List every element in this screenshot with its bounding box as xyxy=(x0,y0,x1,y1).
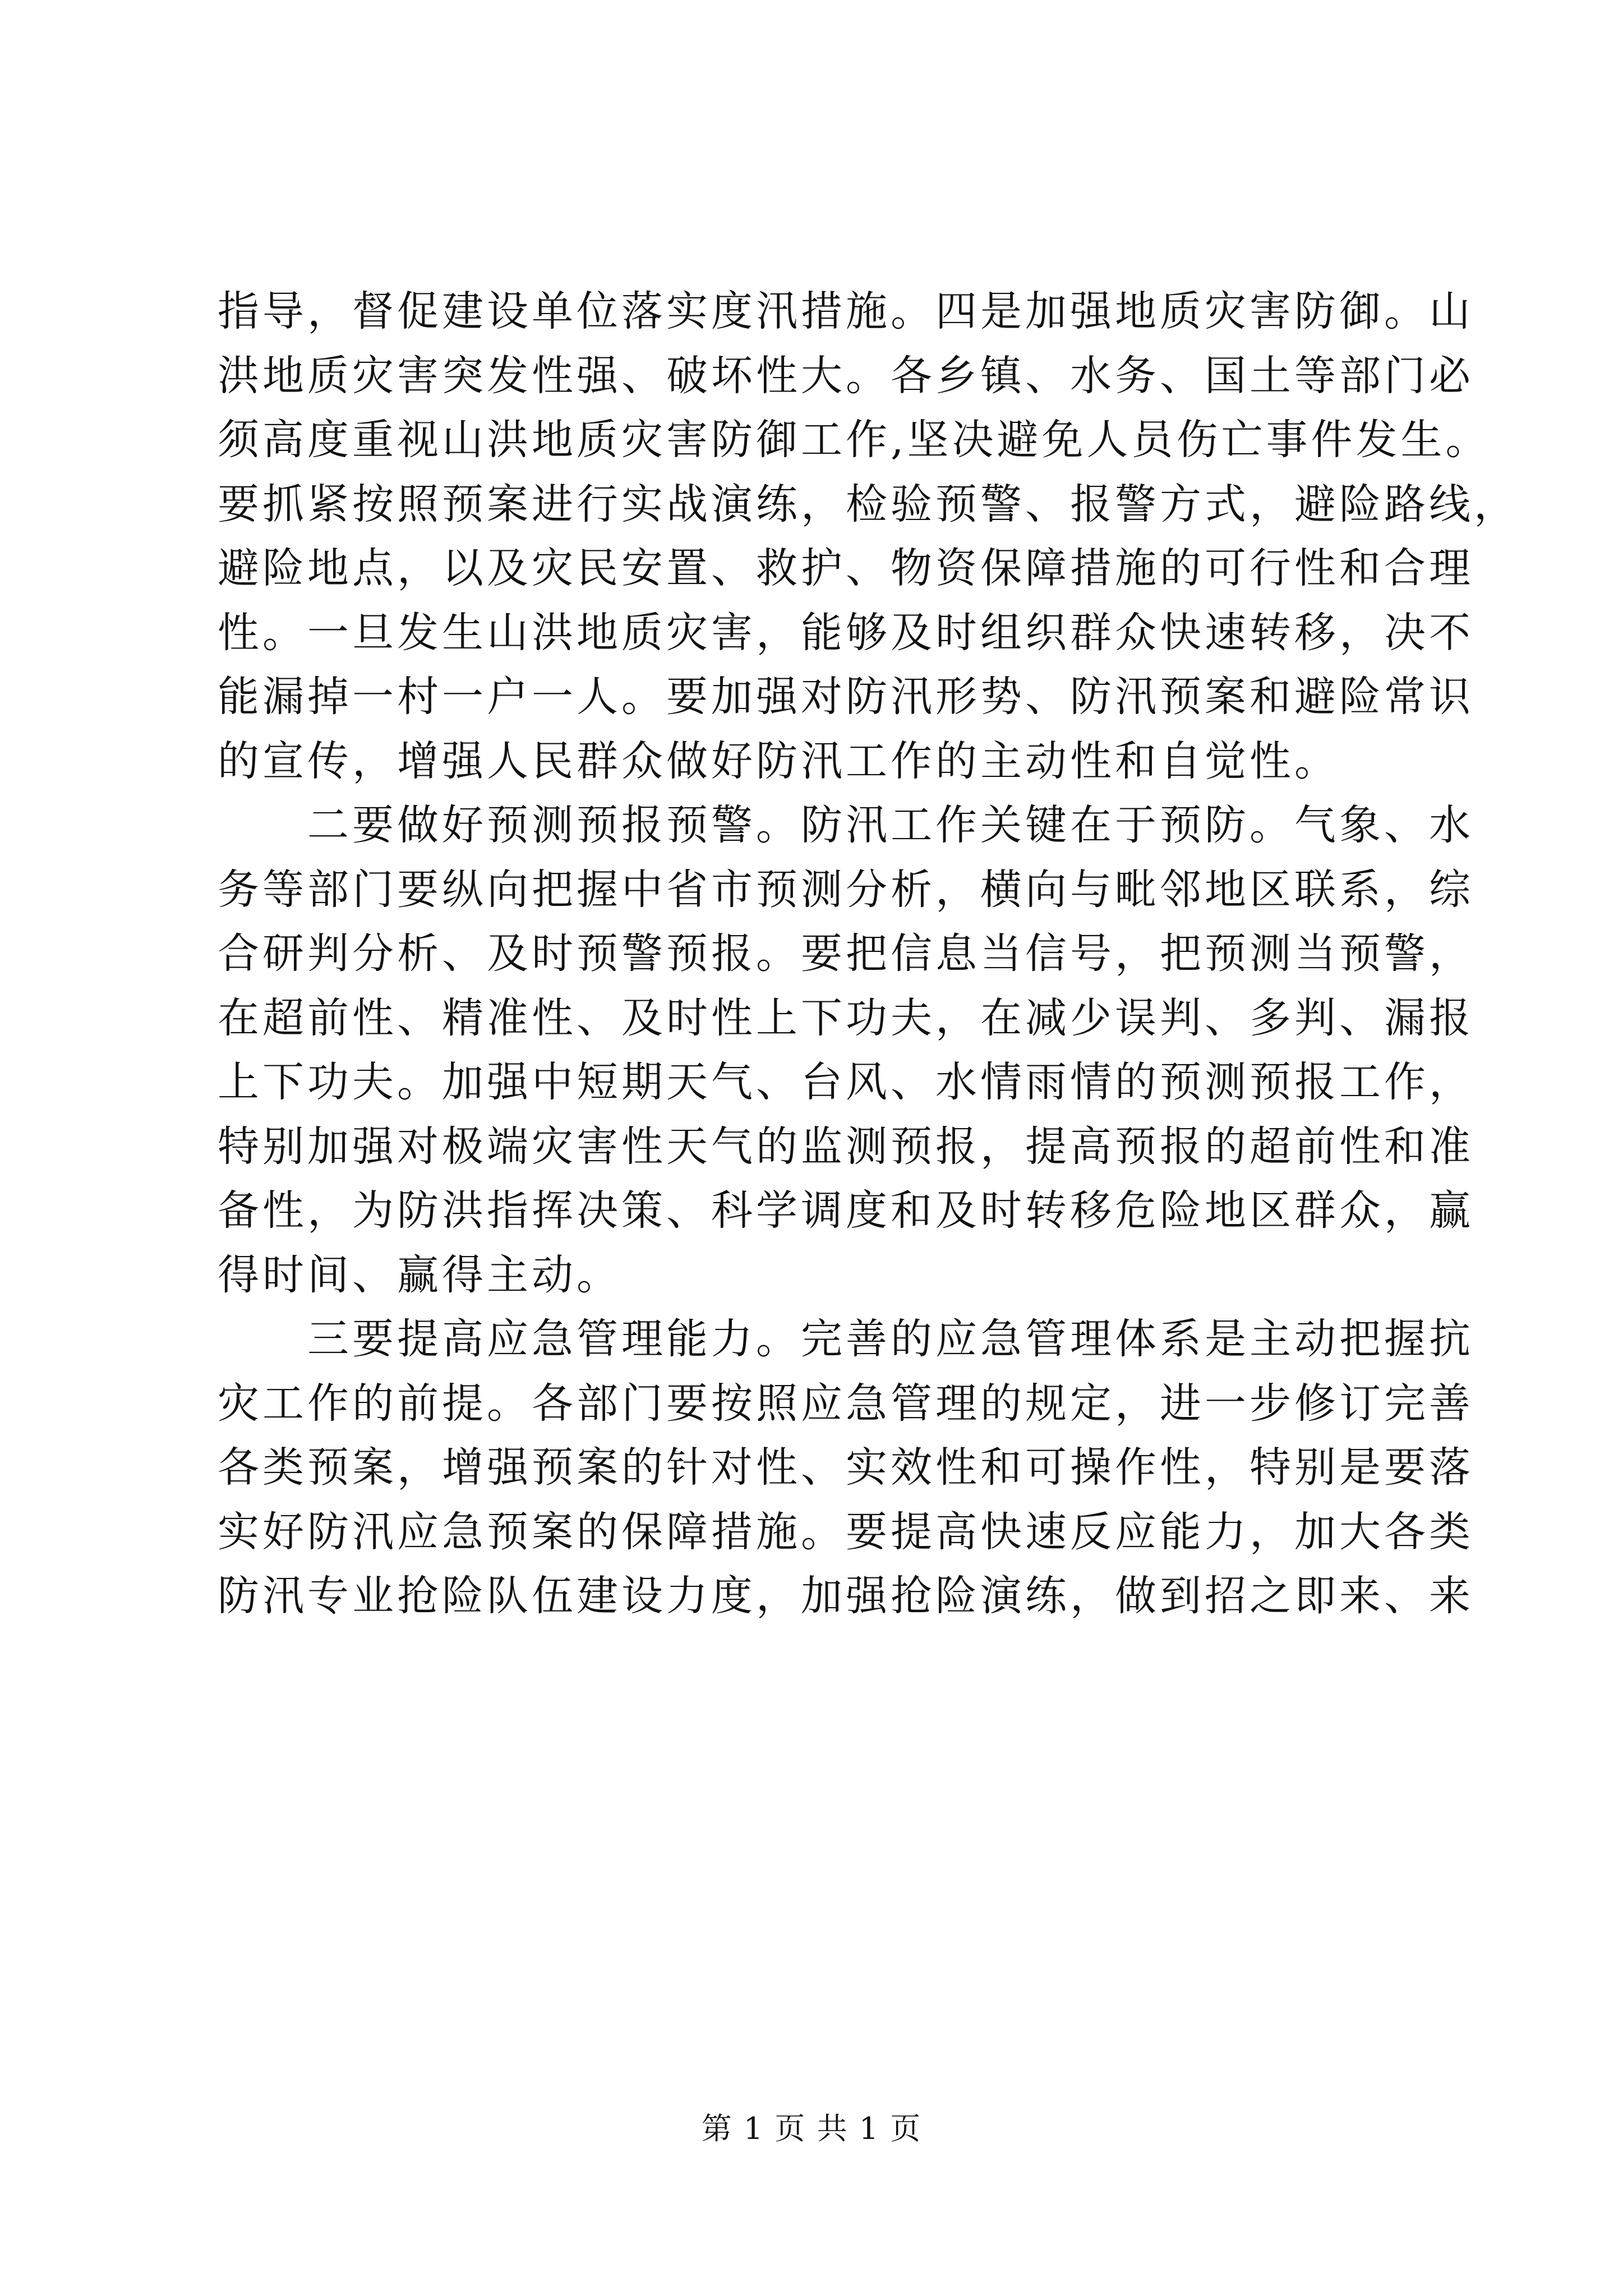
text-line: 各类预案，增强预案的针对性、实效性和可操作性，特别是要落 xyxy=(218,1443,1474,1492)
text-line: 备性，为防洪指挥决策、科学调度和及时转移危险地区群众，赢 xyxy=(218,1186,1474,1235)
text-line: 防汛专业抢险队伍建设力度，加强抢险演练，做到招之即来、来 xyxy=(218,1572,1474,1620)
text-line: 二要做好预测预报预警。防汛工作关键在于预防。气象、水 xyxy=(218,801,1474,849)
text-line: 能漏掉一村一户一人。要加强对防汛形势、防汛预案和避险常识 xyxy=(218,673,1474,721)
text-line: 洪地质灾害突发性强、破坏性大。各乡镇、水务、国土等部门必 xyxy=(218,352,1474,400)
text-line: 务等部门要纵向把握中省市预测分析，横向与毗邻地区联系，综 xyxy=(218,866,1474,914)
text-line: 须高度重视山洪地质灾害防御工作,坚决避免人员伤亡事件发生。 xyxy=(218,416,1491,464)
text-line: 三要提高应急管理能力。完善的应急管理体系是主动把握抗 xyxy=(218,1315,1474,1363)
page-footer: 第 1 页 共 1 页 xyxy=(701,2111,922,2146)
text-line: 实好防汛应急预案的保障措施。要提高快速反应能力，加大各类 xyxy=(218,1508,1474,1556)
text-line: 上下功夫。加强中短期天气、台风、水情雨情的预测预报工作， xyxy=(218,1058,1474,1106)
text-line: 特别加强对极端灾害性天气的监测预报，提高预报的超前性和准 xyxy=(218,1122,1474,1171)
text-line: 的宣传，增强人民群众做好防汛工作的主动性和自觉性。 xyxy=(218,737,1339,785)
text-line: 要抓紧按照预案进行实战演练，检验预警、报警方式，避险路线， xyxy=(218,480,1519,528)
text-line: 合研判分析、及时预警预报。要把信息当信号，把预测当预警， xyxy=(218,930,1474,978)
text-line: 指导，督促建设单位落实度汛措施。四是加强地质灾害防御。山 xyxy=(218,287,1474,335)
text-line: 性。一旦发生山洪地质灾害，能够及时组织群众快速转移，决不 xyxy=(218,609,1474,657)
text-line: 避险地点，以及灾民安置、救护、物资保障措施的可行性和合理 xyxy=(218,544,1474,592)
text-line: 灾工作的前提。各部门要按照应急管理的规定，进一步修订完善 xyxy=(218,1379,1474,1428)
text-line: 得时间、赢得主动。 xyxy=(218,1251,621,1299)
text-line: 在超前性、精准性、及时性上下功夫，在减少误判、多判、漏报 xyxy=(218,994,1474,1042)
